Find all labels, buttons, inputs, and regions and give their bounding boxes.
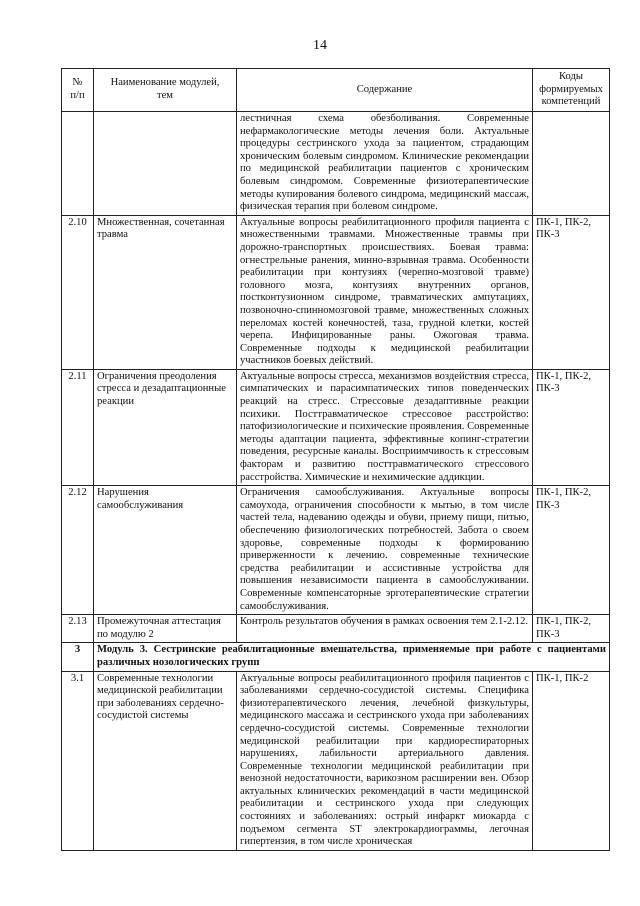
row-codes: ПК-1, ПК-2, ПК-3 <box>533 215 610 369</box>
row-num: 2.13 <box>62 615 94 643</box>
table-row <box>62 671 610 850</box>
row-name: Промежуточная аттестация по модулю 2 <box>94 615 237 643</box>
row-codes: ПК-1, ПК-2 <box>533 671 610 850</box>
row-num: 2.11 <box>62 369 94 485</box>
header-content: Содержание <box>237 69 533 112</box>
module-num: 3 <box>62 643 94 671</box>
row-content: Контроль результатов обучения в рамках освоения тем 2.1-2.12. <box>237 615 533 643</box>
row-num: 2.12 <box>62 486 94 615</box>
curriculum-table <box>61 68 610 851</box>
table-row <box>62 486 610 615</box>
row-name <box>94 112 237 216</box>
row-content: Актуальные вопросы стресса, механизмов воздействия стресса, симпатических и парасимпатических типов поведенческих реакций на стресс. Стрессовые дезадаптивные реакции психики. Посттравматическое стрессовое расстройство: патофизиологические и психические проявления. Современные методы адаптации пациента, эффективные копинг-стратегии поведения, ресурсные каналы. Восприимчивость к стрессовым факторам и развитию посттравматического стрессового расстройства. Химические и нехимические аддикции. <box>237 369 533 485</box>
row-codes: ПК-1, ПК-2, ПК-3 <box>533 369 610 485</box>
header-name: Наименование модулей, тем <box>94 69 237 112</box>
row-name: Множественная, сочетанная травма <box>94 215 237 369</box>
row-name: Ограничения преодоления стресса и дезадаптационные реакции <box>94 369 237 485</box>
table-row <box>62 112 610 216</box>
module-title: Модуль 3. Сестринские реабилитационные вмешательства, применяемые при работе с пациентами различных нозологических групп <box>94 643 610 671</box>
row-codes: ПК-1, ПК-2, ПК-3 <box>533 486 610 615</box>
row-codes <box>533 112 610 216</box>
module-row <box>62 643 610 671</box>
page-number: 14 <box>313 38 327 53</box>
row-num <box>62 112 94 216</box>
table-row <box>62 615 610 643</box>
row-num: 3.1 <box>62 671 94 850</box>
header-num: № п/п <box>62 69 94 112</box>
row-num: 2.10 <box>62 215 94 369</box>
header-codes: Коды формируемых компетенций <box>533 69 610 112</box>
row-name: Современные технологии медицинской реабилитации при заболеваниях сердечно-сосудистой системы <box>94 671 237 850</box>
table-row <box>62 369 610 485</box>
row-content: лестничная схема обезболивания. Современные нефармакологические методы лечения боли. Актуальные процедуры сестринского ухода за пациентом, страдающим хроническим болевым синдромом. Клинические рекомендации по медицинской реабилитации пациентов с хроническим болевым синдромом. Современные физиотерапевтические методы купирования болевого синдрома, медицинский массаж, физическая терапия при болевом синдроме. <box>237 112 533 216</box>
table-header-row <box>62 69 610 112</box>
row-content: Актуальные вопросы реабилитационного профиля пациентов с заболеваниями сердечно-сосудистой системы. Специфика физиотерапевтического лечения, лечебной физкультуры, медицинского массажа и сестринского ухода при заболеваниях сердечно-сосудистой системы. Современные технологии медицинской реабилитации при кардиореспираторных нарушениях, лабильности артериального давления. Современные технологии медицинской реабилитации при венозной недостаточности, варикозном расширении вен. Обзор актуальных клинических рекомендаций в части медицинской реабилитации и сестринского ухода при следующих состояниях и заболеваниях: острый инфаркт миокарда с подъемом сегмента ST электрокардиограммы, легочная гипертензия, в том числе хроническая <box>237 671 533 850</box>
row-name: Нарушения самообслуживания <box>94 486 237 615</box>
table-row <box>62 215 610 369</box>
row-codes: ПК-1, ПК-2, ПК-3 <box>533 615 610 643</box>
row-content: Ограничения самообслуживания. Актуальные вопросы самоухода, ограничения способности к мытью, в том числе частей тела, надеванию одежды и обуви, приему пищи, питью, обеспечению физиологических потребностей. Забота о своем здоровье, современные подходы к формированию приверженности к лечению. современные технические средства реабилитации и ассистивные устройства для повышения независимости пациента в самообслуживании. Современные компенсаторные эрготерапевтические стратегии самообслуживания. <box>237 486 533 615</box>
row-content: Актуальные вопросы реабилитационного профиля пациента с множественными травмами. Множественные травмы при дорожно-транспортных происшествиях. Боевая травма: огнестрельные ранения, минно-взрывная травма. Особенности реабилитации при контузиях (черепно-мозговой травме) головного мозга, контузиях внутренних органов, постконтузионном синдроме, травматических ампутациях, позвоночно-спинномозговой травме, множественных сложных переломах костей конечностей, таза, грудной клетки, костей черепа. Инфицированные раны. Ожоговая травма. Современные подходы к медицинской реабилитации участников боевых действий. <box>237 215 533 369</box>
